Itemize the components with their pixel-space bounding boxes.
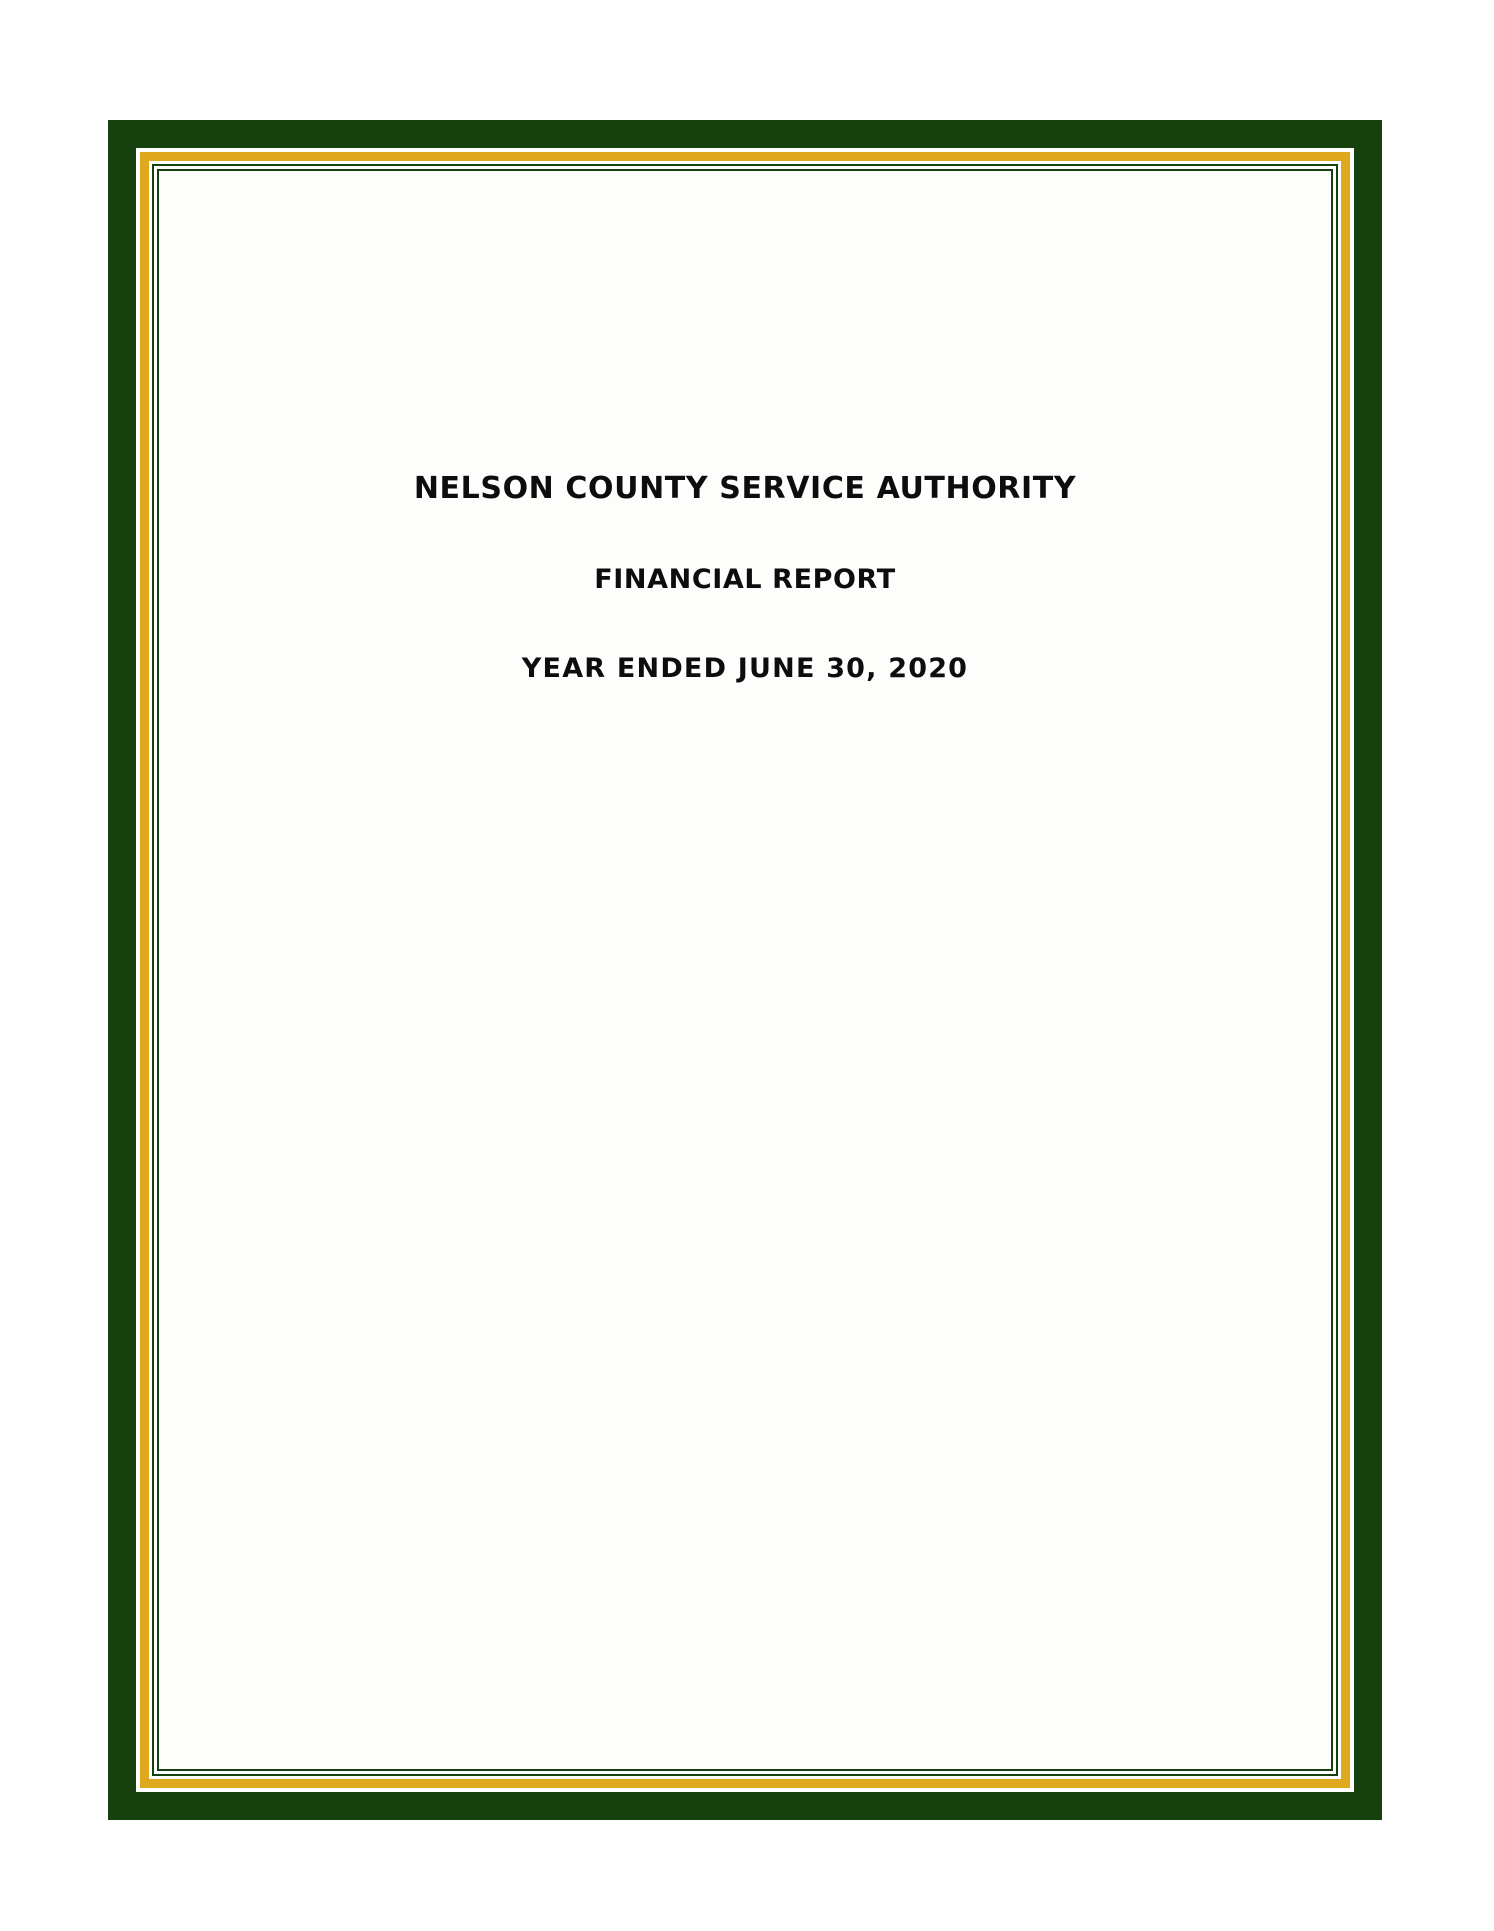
border-thin-green-inner (157, 169, 1333, 1771)
border-white-gap-inner (149, 161, 1341, 1779)
border-gold-band (140, 152, 1350, 1788)
cover-content-area (159, 171, 1331, 1769)
cover-decorative-border (108, 120, 1382, 1820)
border-white-gap-second (154, 166, 1336, 1774)
cover-title-block (159, 471, 1331, 684)
border-white-gap-outer (136, 148, 1354, 1792)
report-title: FINANCIAL REPORT (594, 564, 896, 595)
border-thin-green-outer (152, 164, 1338, 1776)
report-period: YEAR ENDED JUNE 30, 2020 (521, 653, 969, 684)
organization-name: NELSON COUNTY SERVICE AUTHORITY (413, 471, 1077, 506)
